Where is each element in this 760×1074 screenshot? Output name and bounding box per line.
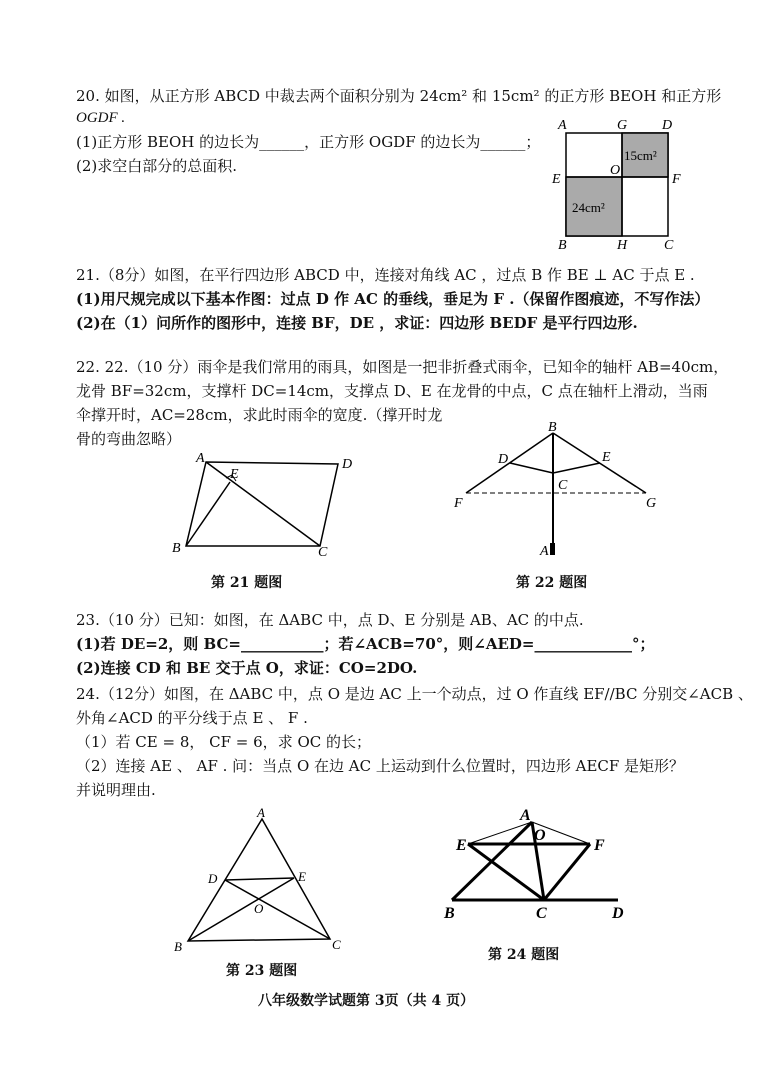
- label-a: A: [558, 118, 567, 133]
- label-a: A: [196, 451, 205, 466]
- q23-caption: 第 23 题图: [226, 963, 298, 979]
- label-15cm2: 15cm²: [624, 148, 657, 163]
- label-f: F: [672, 172, 681, 187]
- q22-line4: 骨的弯曲忽略）: [76, 430, 182, 448]
- q24-line2: 外角∠ACD 的平分线于点 E 、 F .: [76, 709, 308, 727]
- label-o: O: [534, 827, 546, 844]
- q20-line3: (1)正方形 BEOH 的边长为______，正方形 OGDF 的边长为______；: [76, 133, 541, 151]
- q21-line2: (1)用尺规完成以下基本作图：过点 D 作 AC 的垂线，垂足为 F .（保留作图痕迹，不写作法）: [76, 290, 710, 308]
- label-b: B: [174, 939, 182, 954]
- q21-line1: 21.（8分）如图，在平行四边形 ABCD 中，连接对角线 AC ，过点 B 作 BE ⊥ AC 于点 E .: [76, 266, 695, 284]
- label-e: E: [298, 869, 306, 884]
- label-d: D: [662, 118, 673, 133]
- label-e: E: [552, 172, 561, 187]
- q21-figure: [168, 450, 368, 565]
- q24-line4: （2）连接 AE 、 AF . 问：当点 O 在边 AC 上运动到什么位置时，四边形 AECF 是矩形？: [76, 757, 685, 775]
- label-f: F: [454, 496, 463, 511]
- label-d: D: [342, 457, 353, 472]
- label-c: C: [536, 905, 547, 922]
- label-a: A: [540, 544, 549, 559]
- label-o: O: [254, 901, 264, 916]
- label-24cm2: 24cm²: [572, 200, 605, 215]
- q24-line3: （1）若 CE = 8， CF = 6，求 OC 的长；: [76, 733, 371, 751]
- label-d: D: [498, 452, 509, 467]
- label-g: G: [646, 496, 657, 511]
- q24-caption: 第 24 题图: [488, 947, 560, 963]
- label-e: E: [602, 450, 611, 465]
- q22-line2: 龙骨 BF=32cm，支撑杆 DC=14cm，支撑点 D、E 在龙骨的中点，C 点在轴杆上滑动，当雨: [76, 382, 708, 400]
- label-o: O: [610, 163, 621, 178]
- label-c: C: [664, 238, 674, 253]
- label-a: A: [257, 805, 265, 820]
- q24-line5: 并说明理由.: [76, 781, 156, 799]
- label-a: A: [520, 807, 531, 824]
- label-h: H: [617, 238, 628, 253]
- page-footer: 八年级数学试题第 3页（共 4 页）: [258, 993, 475, 1009]
- label-b: B: [548, 420, 557, 435]
- q24-figure: [440, 800, 640, 930]
- q23-line1: 23.（10 分）已知：如图，在 ΔABC 中，点 D、E 分别是 AB、AC 的中点.: [76, 611, 584, 629]
- q21-caption: 第 21 题图: [211, 575, 283, 591]
- q21-line3: (2)在（1）问所作的图形中，连接 BF，DE ，求证：四边形 BEDF 是平行四边形.: [76, 314, 638, 332]
- label-e: E: [456, 837, 467, 854]
- q22-line1: 22. 22.（10 分）雨伞是我们常用的雨具，如图是一把非折叠式雨伞，已知伞的轴杆 AB=40cm，: [76, 358, 729, 376]
- q23-figure: [170, 805, 350, 955]
- q23-line3: (2)连接 CD 和 BE 交于点 O，求证：CO=2DO.: [76, 659, 418, 677]
- q20-figure: [550, 115, 690, 255]
- q20-line4: (2)求空白部分的总面积.: [76, 157, 238, 175]
- label-b: B: [172, 541, 181, 556]
- label-b: B: [558, 238, 567, 253]
- label-g: G: [617, 118, 628, 133]
- label-c: C: [558, 478, 568, 493]
- label-c: C: [332, 937, 341, 952]
- label-d: D: [208, 871, 218, 886]
- label-d: D: [612, 905, 624, 922]
- label-e: E: [230, 467, 239, 482]
- label-f: F: [594, 837, 605, 854]
- q22-line3: 伞撑开时，AC=28cm，求此时雨伞的宽度.（撑开时龙: [76, 406, 443, 424]
- q22-figure: [440, 415, 670, 565]
- q20-line2: OGDF .: [76, 110, 126, 126]
- label-b: B: [444, 905, 455, 922]
- q23-line2: (1)若 DE=2，则 BC=___________；若∠ACB=70°，则∠AED=_____________°；: [76, 635, 655, 653]
- q20-line1: 20. 如图，从正方形 ABCD 中裁去两个面积分别为 24cm² 和 15cm² 的正方形 BEOH 和正方形: [76, 87, 722, 105]
- label-c: C: [318, 545, 328, 560]
- q24-line1: 24.（12分）如图，在 ΔABC 中，点 O 是边 AC 上一个动点，过 O 作直线 EF//BC 分别交∠ACB 、: [76, 685, 753, 703]
- q22-caption: 第 22 题图: [516, 575, 588, 591]
